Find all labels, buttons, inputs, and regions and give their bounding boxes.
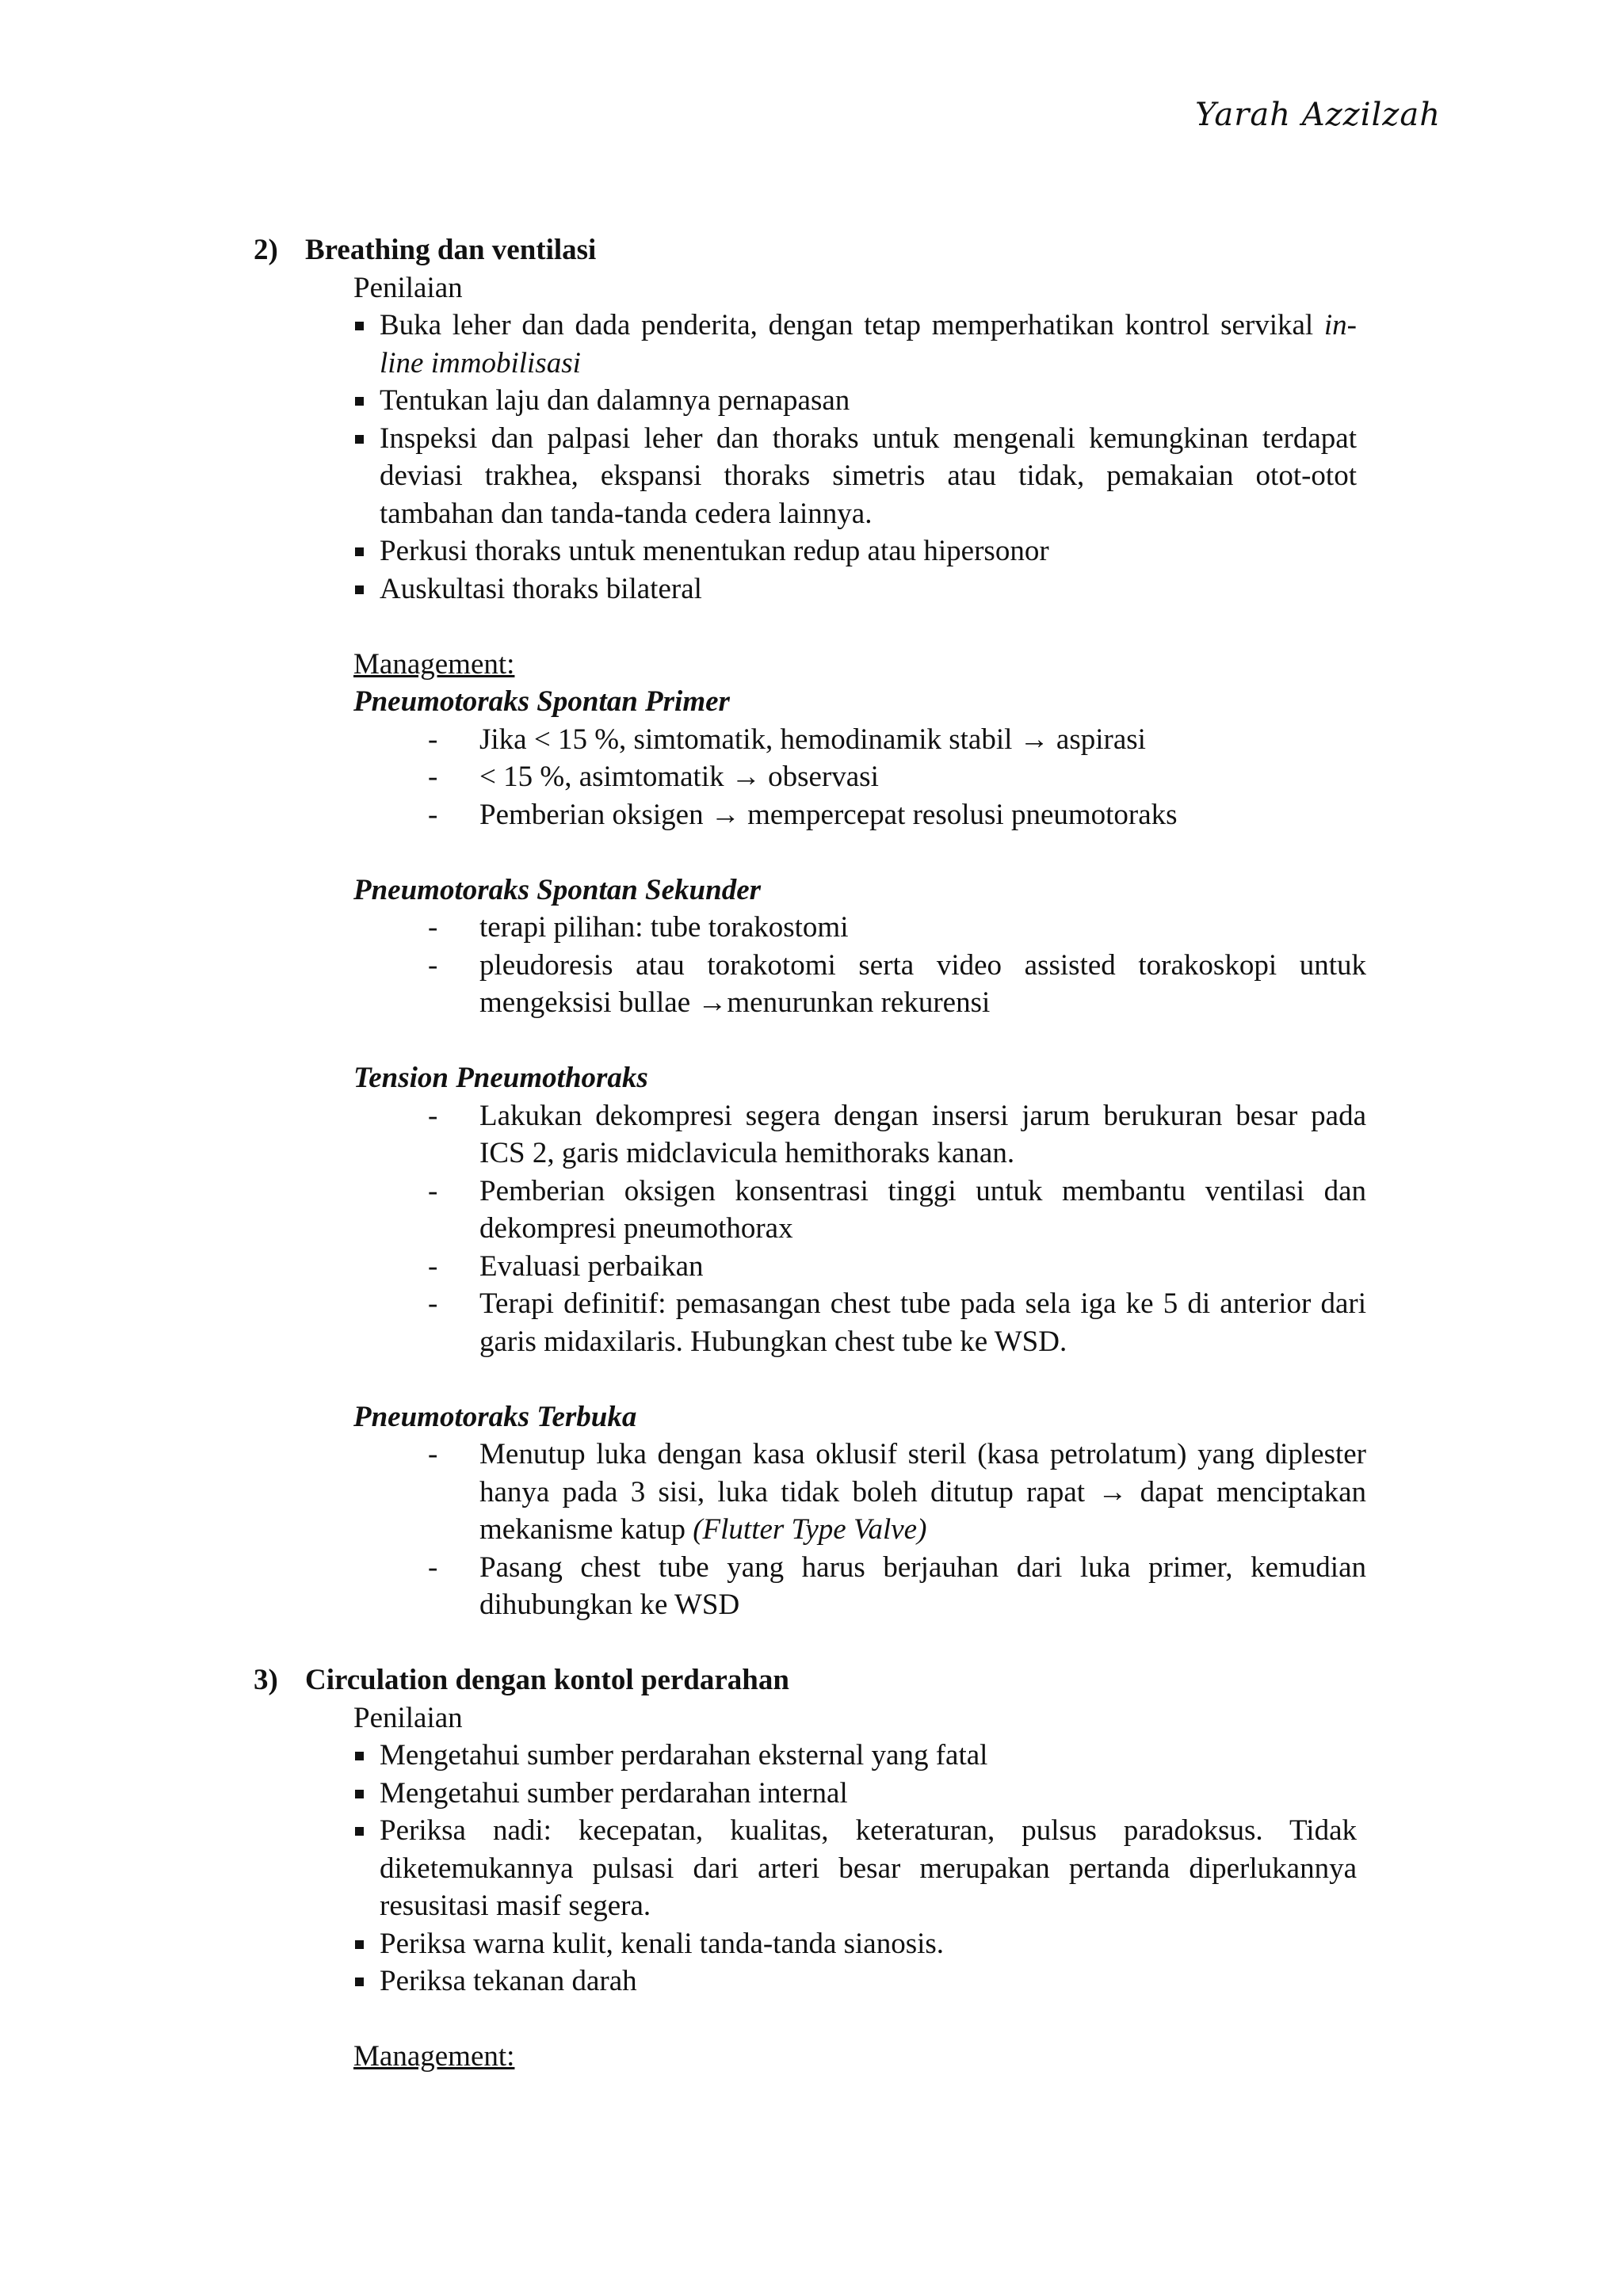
section-title: Breathing dan ventilasi	[305, 234, 597, 266]
bullet-item: Auskultasi thoraks bilateral	[353, 570, 1357, 608]
section-number: 2)	[254, 234, 278, 266]
management-label: Management:	[353, 2040, 515, 2073]
subsection-title: Pneumotoraks Spontan Sekunder	[353, 873, 762, 906]
bullet-item: Periksa nadi: kecepatan, kualitas, keteraturan, pulsus paradoksus. Tidak diketemukannya pulsasi dari arteri besar merupakan pertanda diperlukannya resusitasi masif segera.	[353, 1812, 1357, 1925]
subsection-title: Pneumotoraks Spontan Primer	[353, 685, 730, 718]
bullet-item: Mengetahui sumber perdarahan internal	[353, 1775, 1357, 1813]
dash-item: - terapi pilihan: tube torakostomi	[479, 909, 1366, 947]
subsection-title: Tension Pneumothoraks	[353, 1062, 648, 1094]
management-label: Management:	[353, 647, 515, 681]
bullet-item: Periksa warna kulit, kenali tanda-tanda sianosis.	[353, 1925, 1357, 1963]
bullet-item: Tentukan laju dan dalamnya pernapasan	[353, 382, 1357, 420]
section-number: 3)	[254, 1664, 278, 1696]
dash-item: - Pasang chest tube yang harus berjauhan dari luka primer, kemudian dihubungkan ke WSD	[479, 1549, 1366, 1624]
bullet-item: Mengetahui sumber perdarahan eksternal yang fatal	[353, 1737, 1357, 1775]
dash-item: - Menutup luka dengan kasa oklusif steril (kasa petrolatum) yang diplester hanya pada 3 sisi, luka tidak boleh ditutup rapat → dapat menciptakan mekanisme katup (Flutter Type Valve)	[479, 1436, 1366, 1549]
dash-item: - pleudoresis atau torakotomi serta video assisted torakoskopi untuk mengeksisi bullae →menurunkan rekurensi	[479, 947, 1366, 1022]
dash-item: - Evaluasi perbaikan	[479, 1248, 1366, 1286]
dash-item: - < 15 %, asimtomatik → observasi	[479, 758, 1366, 796]
dash-item: - Jika < 15 %, simtomatik, hemodinamik stabil → aspirasi	[479, 721, 1366, 759]
section-title: Circulation dengan kontol perdarahan	[305, 1664, 789, 1696]
section-heading-breathing	[254, 231, 1442, 269]
author-signature: Yarah Azzilzah	[1195, 97, 1441, 133]
dash-item: - Pemberian oksigen konsentrasi tinggi untuk membantu ventilasi dan dekompresi pneumothorax	[479, 1173, 1366, 1248]
section-heading-circulation	[254, 1661, 1442, 1699]
dash-item: - Lakukan dekompresi segera dengan insersi jarum berukuran besar pada ICS 2, garis midclavicula hemithoraks kanan.	[479, 1097, 1366, 1173]
assessment-label: Penilaian	[353, 1701, 463, 1734]
subsection-title: Pneumotoraks Terbuka	[353, 1400, 637, 1433]
bullet-item: Periksa tekanan darah	[353, 1962, 1357, 2000]
bullet-item: Inspeksi dan palpasi leher dan thoraks untuk mengenali kemungkinan terdapat deviasi trakhea, ekspansi thoraks simetris atau tidak, pemakaian otot-otot tambahan dan tanda-tanda cedera lainnya.	[353, 420, 1357, 533]
dash-item: - Terapi definitif: pemasangan chest tube pada sela iga ke 5 di anterior dari garis midaxilaris. Hubungkan chest tube ke WSD.	[479, 1285, 1366, 1360]
assessment-label: Penilaian	[353, 271, 463, 304]
bullet-item: Perkusi thoraks untuk menentukan redup atau hipersonor	[353, 532, 1357, 570]
document-body	[254, 231, 1442, 2076]
dash-item: - Pemberian oksigen → mempercepat resolusi pneumotoraks	[479, 796, 1366, 834]
bullet-item: Buka leher dan dada penderita, dengan tetap memperhatikan kontrol servikal in-line immobilisasi	[353, 307, 1357, 382]
